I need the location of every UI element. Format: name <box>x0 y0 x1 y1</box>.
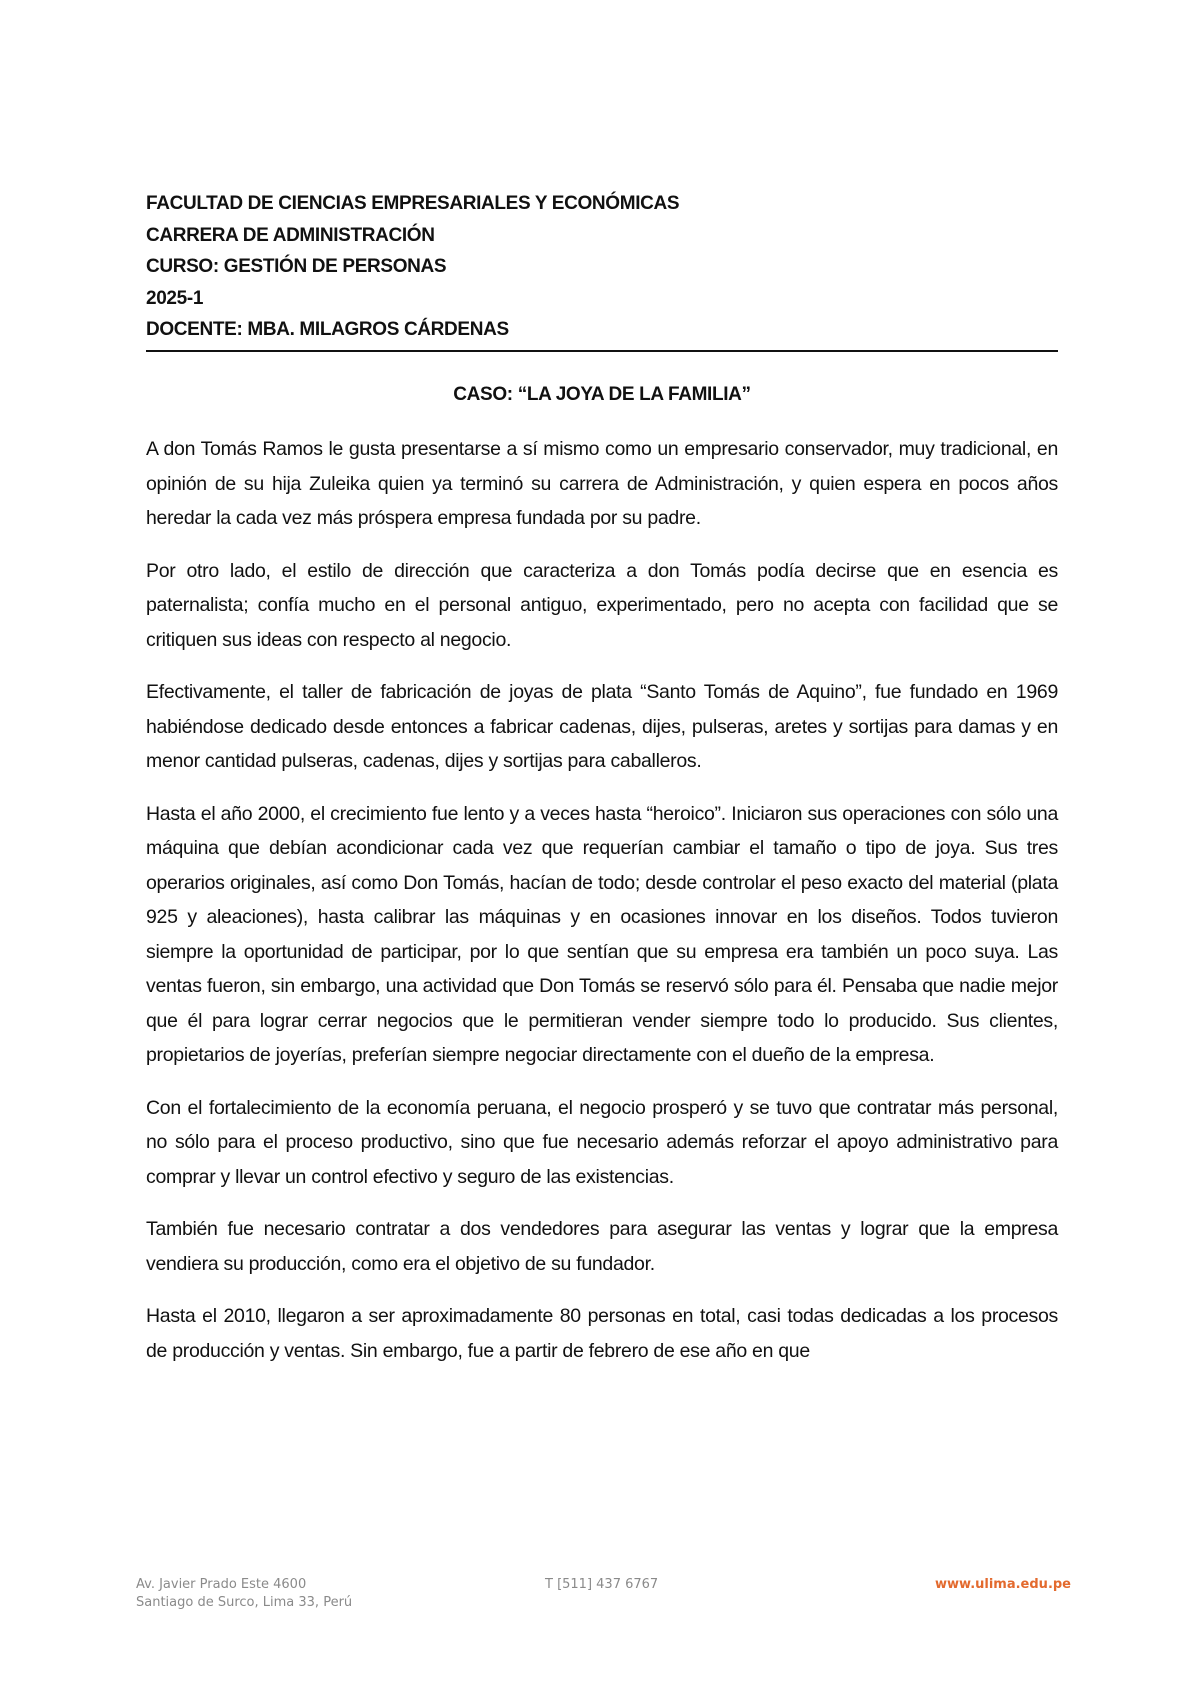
paragraph: Hasta el 2010, llegaron a ser aproximadamente 80 personas en total, casi todas dedicadas a los procesos de producción y ventas. Sin embargo, fue a partir de febrero de ese año en que <box>146 1305 1058 1362</box>
footer-website-link[interactable]: www.ulima.edu.pe <box>935 1577 1071 1592</box>
address-line-1: Av. Javier Prado Este 4600 <box>136 1577 307 1592</box>
case-title: CASO: “LA JOYA DE LA FAMILIA” <box>453 384 751 405</box>
teacher-line: DOCENTE: MBA. MILAGROS CÁRDENAS <box>146 319 509 340</box>
footer-phone: T [511] 437 6767 <box>545 1577 659 1592</box>
paragraph: Con el fortalecimiento de la economía peruana, el negocio prosperó y se tuvo que contratar más personal, no sólo para el proceso productivo, sino que fue necesario además reforzar el apoyo administrativo para comprar y llevar un control efectivo y seguro de las existencias. <box>146 1096 1058 1188</box>
case-body <box>146 432 1058 1386</box>
term-line: 2025-1 <box>146 287 204 309</box>
paragraph: A don Tomás Ramos le gusta presentarse a sí mismo como un empresario conservador, muy tradicional, en opinión de su hija Zuleika quien ya terminó su carrera de Administración, y quien espera en pocos años heredar la cada vez más próspera empresa fundada por su padre. <box>146 438 1058 529</box>
document-header <box>146 188 1058 352</box>
paragraph: Por otro lado, el estilo de dirección que caracteriza a don Tomás podía decirse que en esencia es paternalista; confía mucho en el personal antiguo, experimentado, pero no acepta con facilidad que se critiquen sus ideas con respecto al negocio. <box>146 559 1058 651</box>
paragraph: Efectivamente, el taller de fabricación de joyas de plata “Santo Tomás de Aquino”, fue fundado en 1969 habiéndose dedicado desde entonces a fabricar cadenas, dijes, pulseras, aretes y sortijas para damas y en menor cantidad pulseras, cadenas, dijes y sortijas para caballeros. <box>146 681 1058 772</box>
page-footer <box>136 1576 1071 1626</box>
course-line: CURSO: GESTIÓN DE PERSONAS <box>146 256 447 277</box>
career-line: CARRERA DE ADMINISTRACIÓN <box>146 224 435 246</box>
footer-address <box>136 1576 352 1612</box>
address-line-2: Santiago de Surco, Lima 33, Perú <box>136 1595 353 1610</box>
paragraph: También fue necesario contratar a dos vendedores para asegurar las ventas y lograr que la empresa vendiera su producción, como era el objetivo de su fundador. <box>146 1218 1058 1275</box>
faculty-line: FACULTAD DE CIENCIAS EMPRESARIALES Y ECONÓMICAS <box>146 193 680 214</box>
paragraph: Hasta el año 2000, el crecimiento fue lento y a veces hasta “heroico”. Iniciaron sus operaciones con sólo una máquina que debían acondicionar cada vez que requerían cambiar el tamaño o tipo de joya. Sus tres operarios originales, así como Don Tomás, hacían de todo; desde controlar el peso exacto del material (plata 925 y aleaciones), hasta calibrar las máquinas y en ocasiones innovar en los diseños. Todos tuvieron siempre la oportunidad de participar, por lo que sentían que su empresa era también un poco suya. Las ventas fueron, sin embargo, una actividad que Don Tomás se reservó sólo para él. Pensaba que nadie mejor que él para lograr cerrar negocios que le permitieran vender siempre todo lo producido. Sus clientes, propietarios de joyerías, preferían siempre negociar directamente con el dueño de la empresa. <box>146 802 1058 1066</box>
